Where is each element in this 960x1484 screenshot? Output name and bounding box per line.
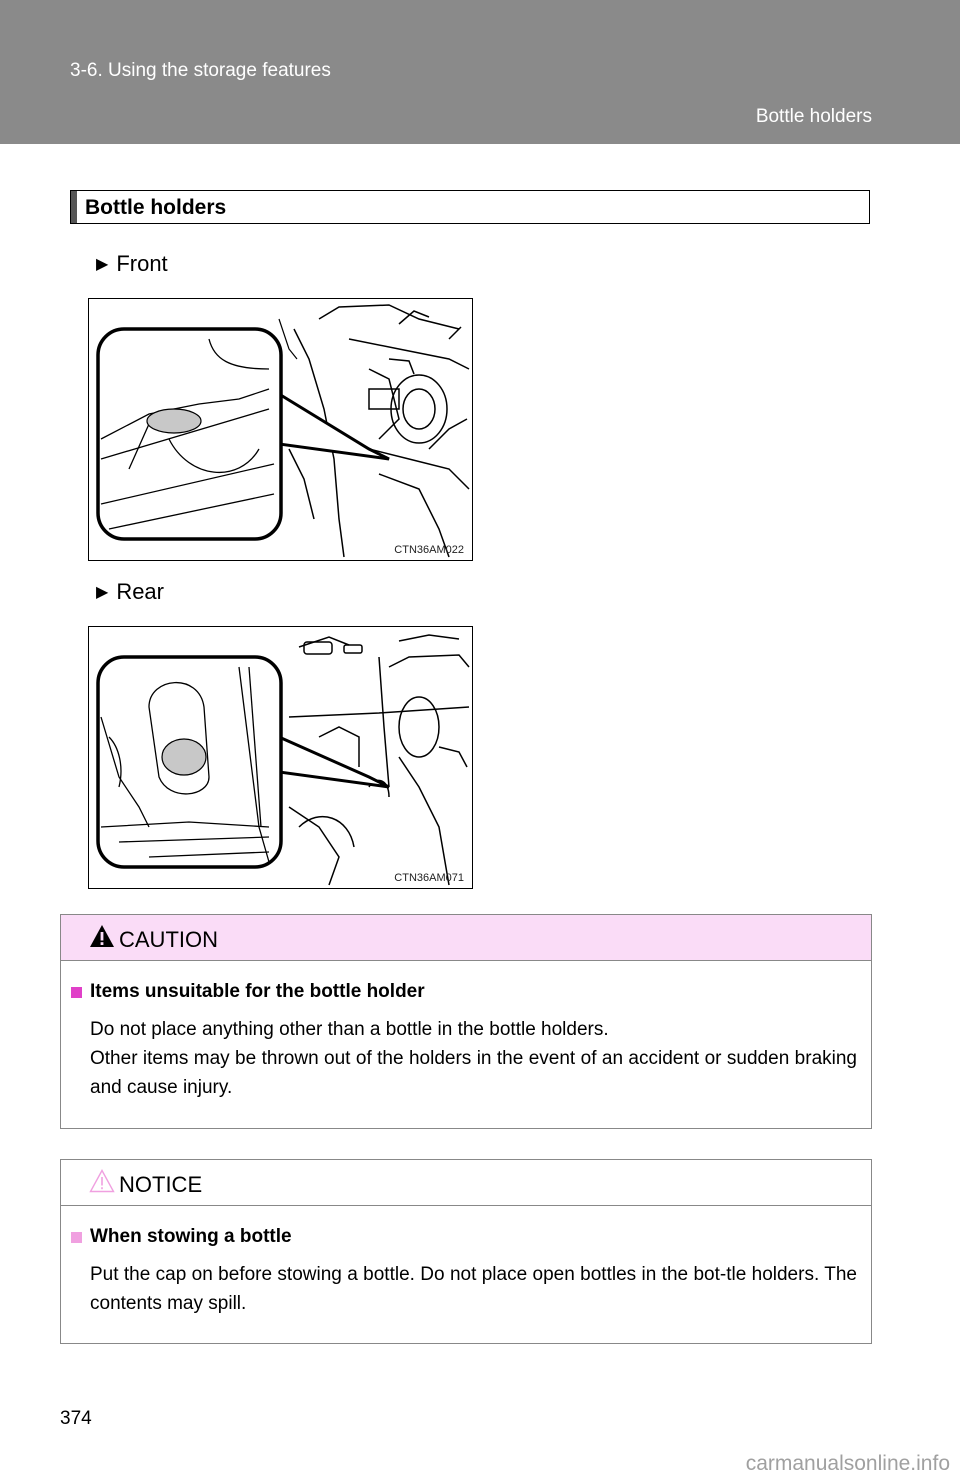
caution-label: CAUTION <box>119 927 218 952</box>
notice-header <box>61 1160 871 1206</box>
notice-paragraph: Put the cap on before stowing a bottle. Do not place open bottles in the bot-tle holders. The contents may spill. <box>90 1264 857 1314</box>
front-illustration <box>88 298 473 561</box>
section-heading-text: Bottle holders <box>85 196 227 219</box>
subheading-front-label: Front <box>116 251 168 276</box>
caution-box <box>60 914 872 1129</box>
caution-paragraph <box>90 1015 857 1102</box>
arrow-icon: ▶ <box>96 584 109 601</box>
arrow-icon: ▶ <box>96 256 109 273</box>
front-bottle-holder-drawing <box>89 299 472 560</box>
rear-bottle-holder-drawing <box>89 627 472 888</box>
subheading-rear-label: Rear <box>116 579 164 604</box>
caution-item-title-text: Items unsuitable for the bottle holder <box>90 981 425 1002</box>
section-title: 3-6. Using the storage features <box>70 60 331 81</box>
watermark: carmanualsonline.info <box>745 1452 950 1475</box>
notice-item-title-text: When stowing a bottle <box>90 1226 292 1247</box>
notice-box <box>60 1159 872 1344</box>
front-image-code: CTN36AM022 <box>394 544 464 556</box>
subheading-rear <box>96 579 164 605</box>
caution-text-2: Other items may be thrown out of the holders in the event of an accident or sudden braking and cause injury. <box>90 1048 857 1098</box>
warning-icon <box>89 924 115 948</box>
heading-accent <box>71 191 77 223</box>
rear-illustration <box>88 626 473 889</box>
page-number: 374 <box>60 1408 92 1429</box>
topic-title: Bottle holders <box>755 106 872 127</box>
caution-header <box>61 915 871 961</box>
bullet-square-icon <box>71 987 82 998</box>
caution-text-1: Do not place anything other than a bottle in the bottle holders. <box>90 1019 609 1040</box>
bullet-square-icon <box>71 1232 82 1243</box>
subheading-front <box>96 251 168 277</box>
notice-warning-icon <box>89 1169 115 1193</box>
notice-item-title <box>71 1226 871 1248</box>
rear-image-code: CTN36AM071 <box>394 872 464 884</box>
caution-item-title <box>71 981 871 1003</box>
section-heading <box>70 190 870 224</box>
page-header <box>0 0 960 144</box>
notice-label: NOTICE <box>119 1172 203 1197</box>
